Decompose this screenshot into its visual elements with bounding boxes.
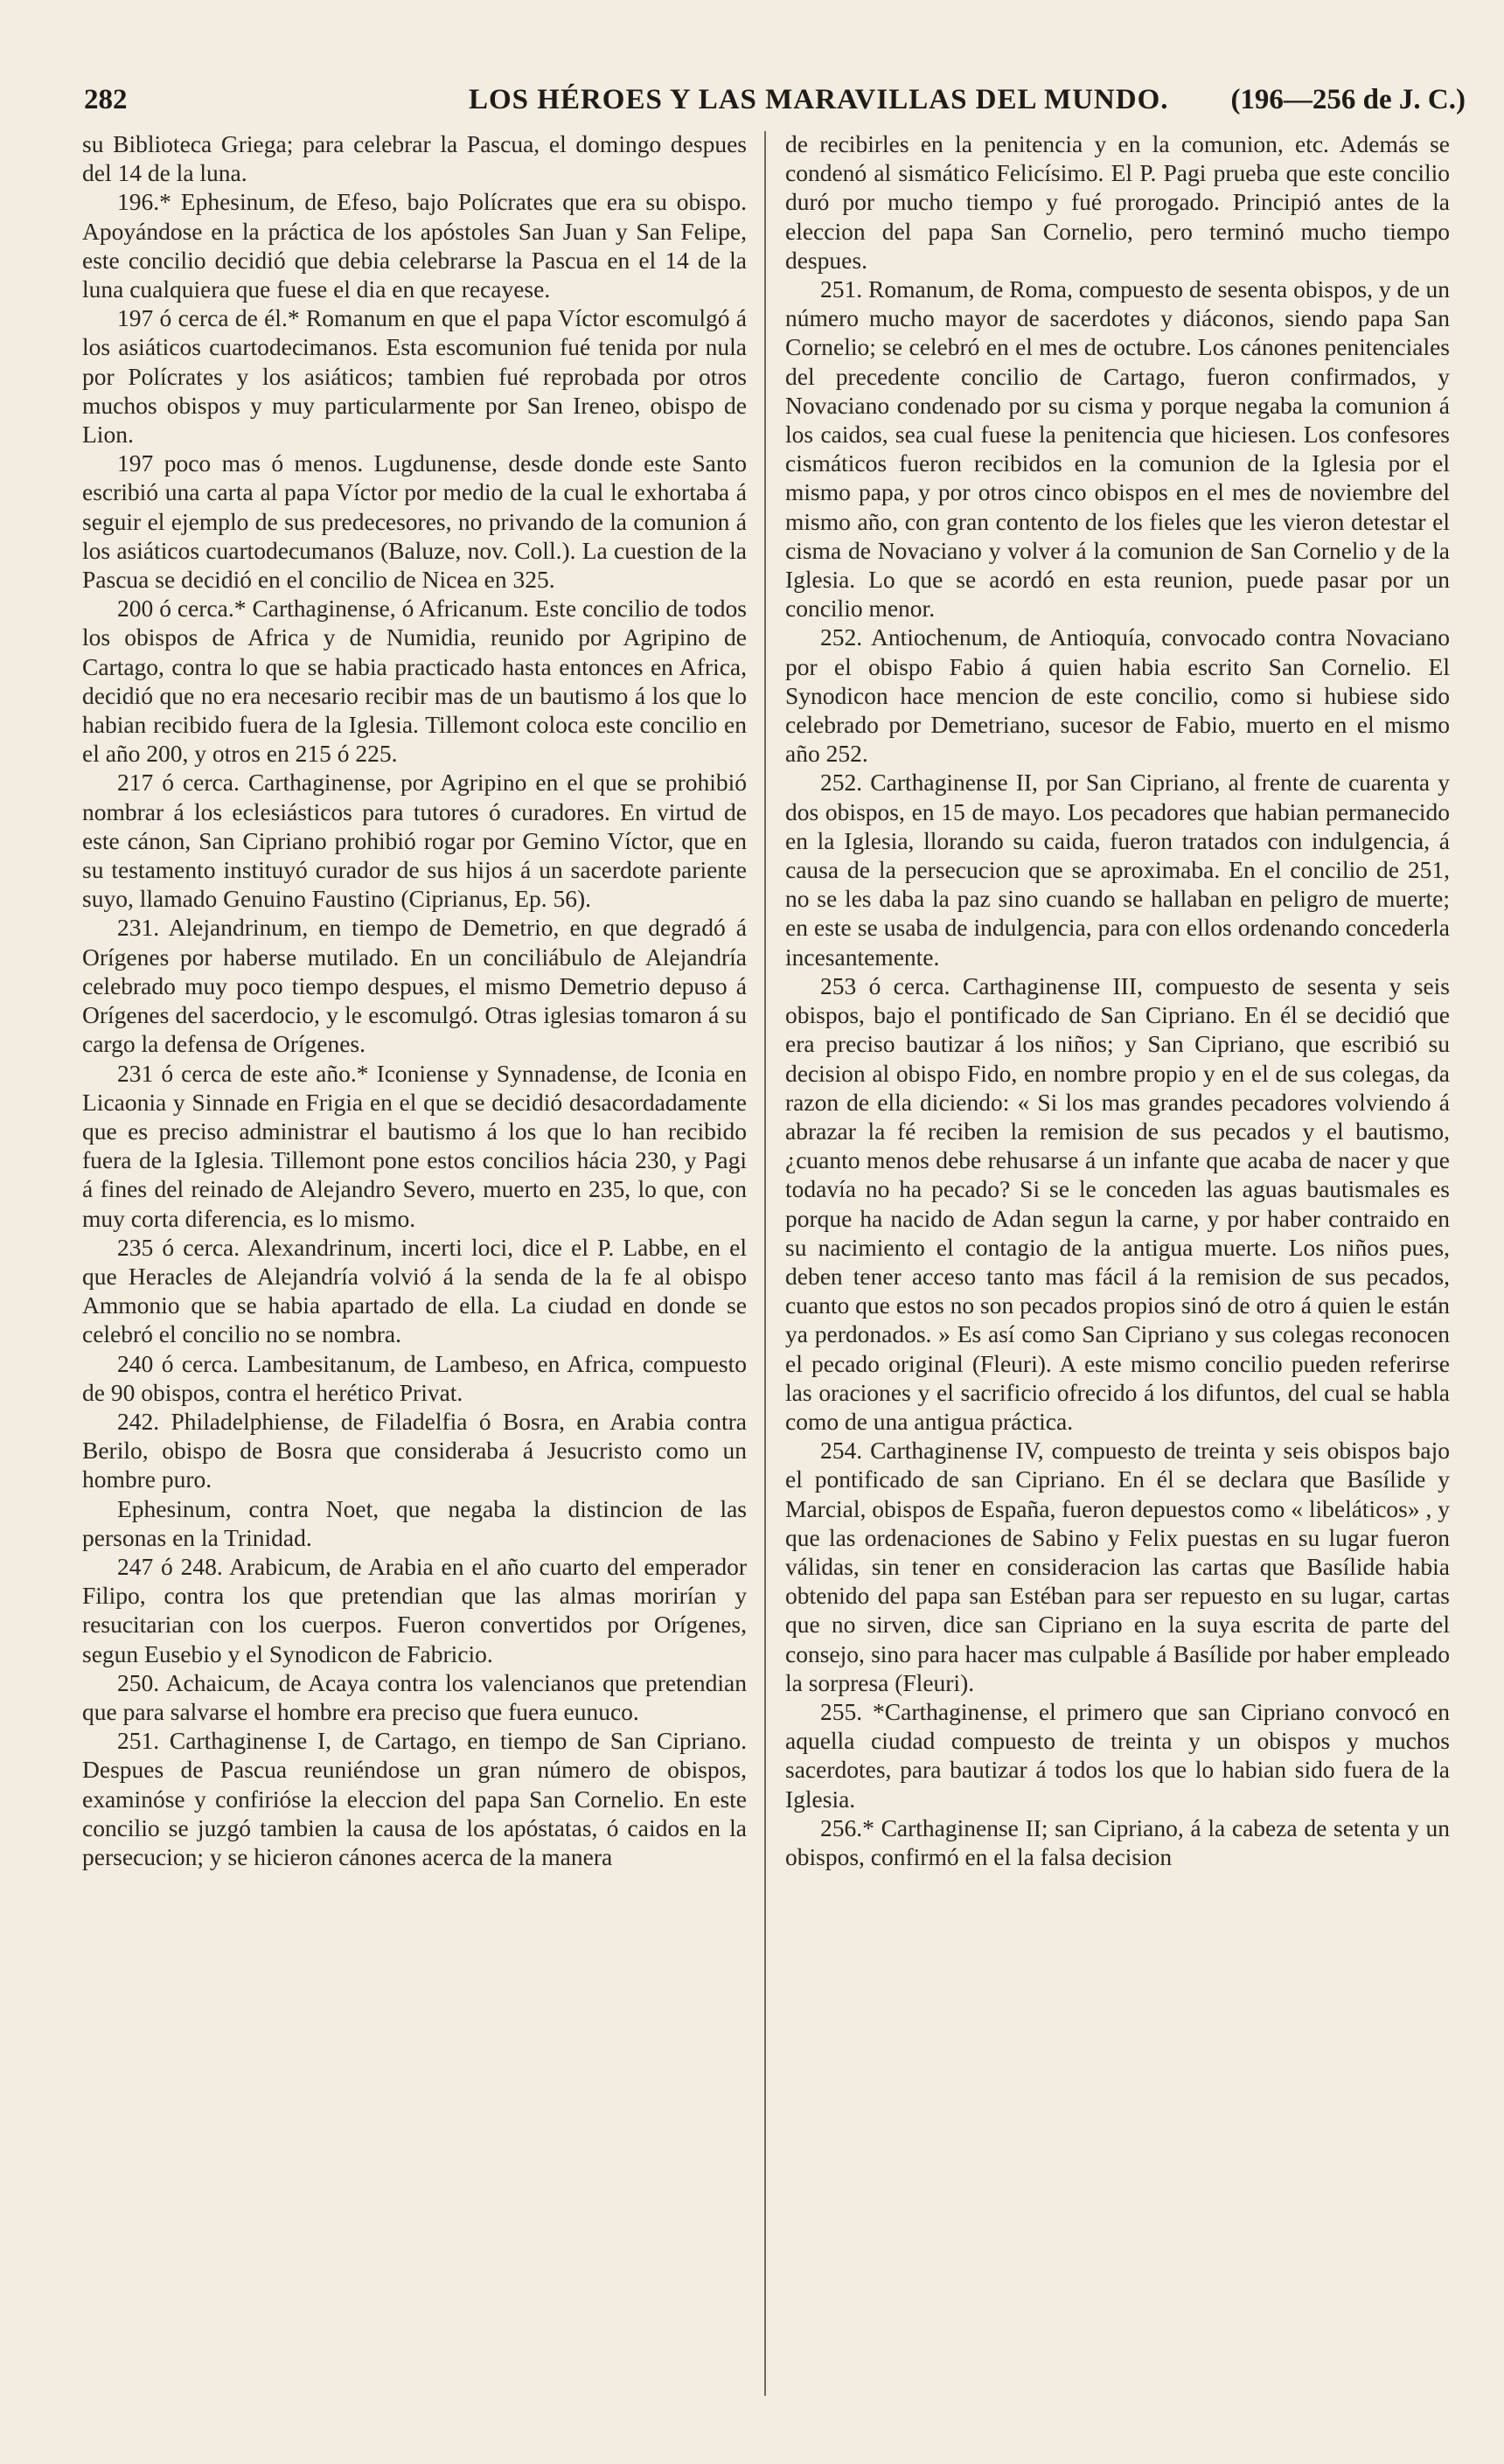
left-column: [82, 129, 747, 1871]
paragraph: 217 ó cerca. Carthaginense, por Agripino en el que se prohibió nombrar á los eclesiásticos para tutores ó curadores. En virtud de este cánon, San Cipriano prohibió rogar por Gemino Víctor, que en su testamento instituyó curador de sus hijos á un sacerdote pariente suyo, llamado Genuino Faustino (Ciprianus, Ep. 56).: [82, 769, 747, 913]
paragraph: 251. Romanum, de Roma, compuesto de sesenta obispos, y de un número mucho mayor de sacerdotes y diáconos, siendo papa San Cornelio; se celebró en el mes de octubre. Los cánones penitenciales del precedente concilio de Cartago, fueron confirmados, y Novaciano condenado por su cisma y porque negaba la comunion á los caidos, sea cual fuese la penitencia que hiciesen. Los confesores cismáticos fueron recibidos en la comunion de la Iglesia por el mismo papa, y por otros cinco obispos en el mes de noviembre del mismo año, con gran contento de los fieles que les vieron detestar el cisma de Novaciano y volver á la comunion de San Cornelio y de la Iglesia. Lo que se acordó en esta reunion, puede pasar por un concilio menor.: [785, 275, 1450, 623]
paragraph: 242. Philadelphiense, de Filadelfia ó Bosra, en Arabia contra Berilo, obispo de Bosra que consideraba á Jesucristo como un hombre puro.: [82, 1407, 747, 1493]
paragraph: de recibirles en la penitencia y en la comunion, etc. Además se condenó al sismático Felicísimo. El P. Pagi prueba que este concilio duró por mucho tiempo y fué prorogado. Principió antes de la eleccion del papa San Cornelio, pero terminó mucho tiempo despues.: [785, 130, 1450, 274]
column-divider: [764, 131, 766, 2396]
running-header: [84, 84, 1466, 128]
page-number: 282: [84, 84, 128, 115]
paragraph: 250. Achaicum, de Acaya contra los valencianos que pretendian que para salvarse el hombre era preciso que fuera eunuco.: [82, 1668, 747, 1725]
paragraph: su Biblioteca Griega; para celebrar la Pascua, el domingo despues del 14 de la luna.: [82, 130, 747, 187]
paragraph: 231. Alejandrinum, en tiempo de Demetrio, en que degradó á Orígenes por haberse mutilado. En un conciliábulo de Alejandría celebrado muy poco tiempo despues, el mismo Demetrio depuso á Orígenes del sacerdocio, y le escomulgó. Otras iglesias tomaron á su cargo la defensa de Orígenes.: [82, 914, 747, 1058]
paragraph: 231 ó cerca de este año.* Iconiense y Synnadense, de Iconia en Licaonia y Sinnade en Frigia en el que se decidió desacordadamente que es preciso administrar el bautismo á los que lo han recibido fuera de la Iglesia. Tillemont pone estos concilios hácia 230, y Pagi á fines del reinado de Alejandro Severo, muerto en 235, lo que, con muy corta diferencia, es lo mismo.: [82, 1059, 747, 1232]
paragraph: 235 ó cerca. Alexandrinum, incerti loci, dice el P. Labbe, en el que Heracles de Alejandría volvió á la senda de la fe al obispo Ammonio que se habia apartado de ella. La ciudad en donde se celebró el concilio no se nombra.: [82, 1233, 747, 1348]
paragraph: 255. *Carthaginense, el primero que san Cipriano convocó en aquella ciudad compuesto de treinta y un obispos y muchos sacerdotes, para bautizar á todos los que lo habian sido fuera de la Iglesia.: [785, 1697, 1450, 1813]
paragraph: 252. Antiochenum, de Antioquía, convocado contra Novaciano por el obispo Fabio á quien habia escrito San Cornelio. El Synodicon hace mencion de este concilio, como si hubiese sido celebrado por Demetriano, sucesor de Fabio, muerto en el mismo año 252.: [785, 623, 1450, 768]
paragraph: 256.* Carthaginense II; san Cipriano, á la cabeza de setenta y un obispos, confirmó en el la falsa decision: [785, 1813, 1450, 1870]
date-range: (196—256 de J. C.): [1230, 84, 1466, 115]
right-column: [785, 129, 1450, 1871]
paragraph: 196.* Ephesinum, de Efeso, bajo Polícrates que era su obispo. Apoyándose en la práctica de los apóstoles San Juan y San Felipe, este concilio decidió que debia celebrarse la Pascua en el 14 de la luna cualquiera que fuese el dia en que recayese.: [82, 188, 747, 303]
paragraph: 252. Carthaginense II, por San Cipriano, al frente de cuarenta y dos obispos, en 15 de mayo. Los pecadores que habian permanecido en la Iglesia, llorando su caida, fueron tratados con indulgencia, á causa de la persecucion que se aproximaba. En el concilio de 251, no se les daba la paz sino cuando se hallaban en peligro de muerte; en este se usaba de indulgencia, para con ellos ordenando concederla incesantemente.: [785, 769, 1450, 971]
paragraph: 197 ó cerca de él.* Romanum en que el papa Víctor escomulgó á los asiáticos cuartodecimanos. Esta escomunion fué tenida por nula por Polícrates y los asiáticos; tambien fué reprobada por otros muchos obispos y muy particularmente por San Ireneo, obispo de Lion.: [82, 304, 747, 449]
paragraph: 197 poco mas ó menos. Lugdunense, desde donde este Santo escribió una carta al papa Víctor por medio de la cual le exhortaba á seguir el ejemplo de sus predecesores, no privando de la comunion á los asiáticos cuartodecumanos (Baluze, nov. Coll.). La cuestion de la Pascua se decidió en el concilio de Nicea en 325.: [82, 449, 747, 594]
paragraph: Ephesinum, contra Noet, que negaba la distincion de las personas en la Trinidad.: [82, 1494, 747, 1551]
paragraph: 253 ó cerca. Carthaginense III, compuesto de sesenta y seis obispos, bajo el pontificado de San Cipriano. En él se decidió que era preciso bautizar á los niños; y San Cipriano, que escribió su decision al obispo Fido, en nombre propio y en el de sus colegas, da razon de ella diciendo: « Si los mas grandes pecadores volviendo á abrazar la fé reciben la remision de sus pecados y el bautismo, ¿cuanto menos debe rehusarse á un infante que acaba de nacer y que todavía no ha pecado? Si se le conceden las aguas bautismales es porque ha nacido de Adan segun la carne, y por haber contraido en su nacimiento el contagio de la antigua muerte. Los niños pues, deben tener acceso tanto mas fácil á la remision de sus pecados, cuanto que estos no son pecados propios sinó de otro á quien le están ya perdonados. » Es así como San Cipriano y sus colegas reconocen el pecado original (Fleuri). A este mismo concilio pueden referirse las oraciones y el sacrificio ofrecido á los difuntos, del cual se habla como de una antigua práctica.: [785, 971, 1450, 1435]
paragraph: 247 ó 248. Arabicum, de Arabia en el año cuarto del emperador Filipo, contra los que pretendian que las almas morirían y resucitarian con los cuerpos. Fueron convertidos por Orígenes, segun Eusebio y el Synodicon de Fabricio.: [82, 1552, 747, 1667]
paragraph: 254. Carthaginense IV, compuesto de treinta y seis obispos bajo el pontificado de san Cipriano. En él se declara que Basílide y Marcial, obispos de España, fueron depuestos como « libeláticos» , y que las ordenaciones de Sabino y Felix puestas en su lugar fueron válidas, sin tener en consideracion las cartas que Basílide habia obtenido del papa san Estéban para ser repuesto en su lugar, cartas que no sirven, dice san Cipriano en la suya escrita de parte del consejo, sino para hacer mas culpable á Basílide por haber empleado la sorpresa (Fleuri).: [785, 1437, 1450, 1696]
paragraph: 251. Carthaginense I, de Cartago, en tiempo de San Cipriano. Despues de Pascua reuniéndose un gran número de obispos, examinóse y confirióse la eleccion del papa San Cornelio. En este concilio se juzgó tambien la causa de los apóstatas, ó caidos en la persecucion; y se hicieron cánones acerca de la manera: [82, 1727, 747, 1870]
running-title: LOS HÉROES Y LAS MARAVILLAS DEL MUNDO.: [469, 84, 1169, 115]
paragraph: 240 ó cerca. Lambesitanum, de Lambeso, en Africa, compuesto de 90 obispos, contra el herético Privat.: [82, 1349, 747, 1406]
paragraph: 200 ó cerca.* Carthaginense, ó Africanum. Este concilio de todos los obispos de Africa y de Numidia, reunido por Agripino de Cartago, contra lo que se habia practicado hasta entonces en Africa, decidió que no era necesario recibir mas de un bautismo á los que lo habian recibido fuera de la Iglesia. Tillemont coloca este concilio en el año 200, y otros en 215 ó 225.: [82, 595, 747, 768]
